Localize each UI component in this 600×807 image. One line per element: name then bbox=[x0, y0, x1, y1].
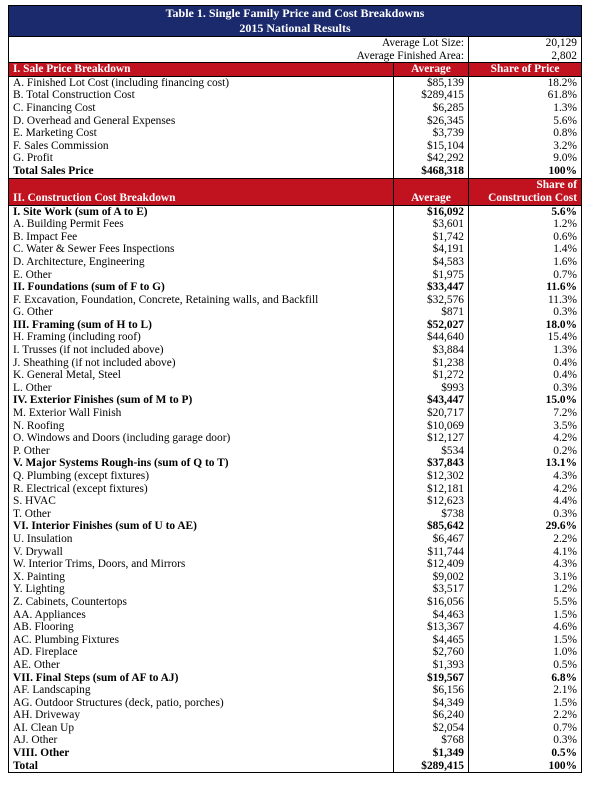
section-2-header-top bbox=[9, 178, 582, 192]
row-average: $6,285 bbox=[394, 102, 469, 115]
row-share: 0.3% bbox=[469, 306, 582, 319]
row-share: 5.6% bbox=[469, 205, 582, 218]
table-row bbox=[9, 445, 582, 458]
row-label: X. Painting bbox=[9, 571, 394, 584]
row-label: F. Excavation, Foundation, Concrete, Retaining walls, and Backfill bbox=[9, 294, 394, 307]
row-average: $16,092 bbox=[394, 205, 469, 218]
row-label: AB. Flooring bbox=[9, 621, 394, 634]
row-average: $871 bbox=[394, 306, 469, 319]
table-row bbox=[9, 734, 582, 747]
table-row bbox=[9, 420, 582, 433]
row-label: F. Sales Commission bbox=[9, 140, 394, 153]
table-row bbox=[9, 102, 582, 115]
row-share: 1.3% bbox=[469, 344, 582, 357]
row-label: Q. Plumbing (except fixtures) bbox=[9, 470, 394, 483]
row-average: $3,517 bbox=[394, 583, 469, 596]
table-row bbox=[9, 533, 582, 546]
subtotal-row bbox=[9, 457, 582, 470]
row-label: Total bbox=[9, 760, 394, 773]
row-share: 0.5% bbox=[469, 747, 582, 760]
row-average: $33,447 bbox=[394, 281, 469, 294]
row-average: $10,069 bbox=[394, 420, 469, 433]
row-share: 18.0% bbox=[469, 319, 582, 332]
row-average: $6,156 bbox=[394, 684, 469, 697]
row-average: $32,576 bbox=[394, 294, 469, 307]
row-share: 4.2% bbox=[469, 483, 582, 496]
table-title bbox=[9, 6, 582, 37]
row-share: 5.6% bbox=[469, 115, 582, 128]
section-1-share-header: Share of Price bbox=[469, 63, 582, 77]
row-share: 4.6% bbox=[469, 621, 582, 634]
row-share: 4.3% bbox=[469, 558, 582, 571]
table-row bbox=[9, 558, 582, 571]
row-share: 9.0% bbox=[469, 152, 582, 165]
table-row bbox=[9, 127, 582, 140]
row-share: 0.3% bbox=[469, 382, 582, 395]
table-row bbox=[9, 709, 582, 722]
row-label: VI. Interior Finishes (sum of U to AE) bbox=[9, 520, 394, 533]
row-share: 100% bbox=[469, 165, 582, 178]
section-2-total-row bbox=[9, 760, 582, 773]
row-share: 0.4% bbox=[469, 369, 582, 382]
document bbox=[8, 5, 581, 773]
row-share: 1.2% bbox=[469, 218, 582, 231]
row-share: 11.6% bbox=[469, 281, 582, 294]
row-label: V. Major Systems Rough-ins (sum of Q to T) bbox=[9, 457, 394, 470]
section-2-title: II. Construction Cost Breakdown bbox=[9, 192, 394, 206]
section-1-avg-header: Average bbox=[394, 63, 469, 77]
row-average: $12,409 bbox=[394, 558, 469, 571]
row-label: E. Marketing Cost bbox=[9, 127, 394, 140]
row-share: 0.4% bbox=[469, 357, 582, 370]
row-average: $43,447 bbox=[394, 394, 469, 407]
row-average: $37,843 bbox=[394, 457, 469, 470]
row-share: 1.3% bbox=[469, 102, 582, 115]
row-share: 2.2% bbox=[469, 709, 582, 722]
row-share: 0.7% bbox=[469, 269, 582, 282]
row-share: 18.2% bbox=[469, 76, 582, 89]
row-share: 0.5% bbox=[469, 659, 582, 672]
row-average: $20,717 bbox=[394, 407, 469, 420]
row-label: VIII. Other bbox=[9, 747, 394, 760]
row-average: $11,744 bbox=[394, 546, 469, 559]
table-row bbox=[9, 152, 582, 165]
row-label: A. Finished Lot Cost (including financing cost) bbox=[9, 76, 394, 89]
table-row bbox=[9, 294, 582, 307]
row-label: I. Trusses (if not included above) bbox=[9, 344, 394, 357]
row-average: $4,583 bbox=[394, 256, 469, 269]
table-row bbox=[9, 382, 582, 395]
table-title-row bbox=[9, 6, 582, 37]
row-label: D. Architecture, Engineering bbox=[9, 256, 394, 269]
subtotal-row bbox=[9, 394, 582, 407]
row-average: $4,191 bbox=[394, 243, 469, 256]
row-average: $289,415 bbox=[394, 89, 469, 102]
row-average: $85,139 bbox=[394, 76, 469, 89]
subtotal-row bbox=[9, 672, 582, 685]
table-row bbox=[9, 432, 582, 445]
row-label: AJ. Other bbox=[9, 734, 394, 747]
row-label: B. Total Construction Cost bbox=[9, 89, 394, 102]
row-label: C. Financing Cost bbox=[9, 102, 394, 115]
row-share: 1.5% bbox=[469, 609, 582, 622]
row-average: $534 bbox=[394, 445, 469, 458]
row-share: 0.3% bbox=[469, 508, 582, 521]
row-share: 4.2% bbox=[469, 432, 582, 445]
table-row bbox=[9, 243, 582, 256]
row-average: $12,127 bbox=[394, 432, 469, 445]
table-row bbox=[9, 344, 582, 357]
table-row bbox=[9, 407, 582, 420]
row-label: VII. Final Steps (sum of AF to AJ) bbox=[9, 672, 394, 685]
row-label: AG. Outdoor Structures (deck, patio, porches) bbox=[9, 697, 394, 710]
row-share: 0.3% bbox=[469, 734, 582, 747]
table-row bbox=[9, 495, 582, 508]
row-label: V. Drywall bbox=[9, 546, 394, 559]
row-average: $13,367 bbox=[394, 621, 469, 634]
row-average: $1,393 bbox=[394, 659, 469, 672]
table-row bbox=[9, 659, 582, 672]
row-share: 0.7% bbox=[469, 722, 582, 735]
row-share: 0.8% bbox=[469, 127, 582, 140]
row-label: G. Other bbox=[9, 306, 394, 319]
table-row bbox=[9, 722, 582, 735]
row-average: $1,742 bbox=[394, 231, 469, 244]
row-average: $1,272 bbox=[394, 369, 469, 382]
table-row bbox=[9, 697, 582, 710]
row-average: $768 bbox=[394, 734, 469, 747]
row-label: AE. Other bbox=[9, 659, 394, 672]
subtotal-row bbox=[9, 319, 582, 332]
table-row bbox=[9, 596, 582, 609]
row-label: W. Interior Trims, Doors, and Mirrors bbox=[9, 558, 394, 571]
row-share: 7.2% bbox=[469, 407, 582, 420]
row-label: U. Insulation bbox=[9, 533, 394, 546]
table-row bbox=[9, 634, 582, 647]
row-share: 100% bbox=[469, 760, 582, 773]
row-label: A. Building Permit Fees bbox=[9, 218, 394, 231]
table-row bbox=[9, 684, 582, 697]
row-average: $12,302 bbox=[394, 470, 469, 483]
row-average: $42,292 bbox=[394, 152, 469, 165]
row-label: II. Foundations (sum of F to G) bbox=[9, 281, 394, 294]
row-average: $1,975 bbox=[394, 269, 469, 282]
table-row bbox=[9, 470, 582, 483]
row-average: $4,463 bbox=[394, 609, 469, 622]
row-average: $2,054 bbox=[394, 722, 469, 735]
row-average: $6,467 bbox=[394, 533, 469, 546]
table-row bbox=[9, 621, 582, 634]
section-2-header bbox=[9, 192, 582, 206]
row-average: $3,739 bbox=[394, 127, 469, 140]
cost-breakdown-table bbox=[8, 5, 582, 773]
row-label: B. Impact Fee bbox=[9, 231, 394, 244]
row-average: $4,349 bbox=[394, 697, 469, 710]
section-2-header-spacer bbox=[394, 178, 469, 192]
row-label: Y. Lighting bbox=[9, 583, 394, 596]
section-2-share-header-line-1: Share of bbox=[469, 178, 582, 192]
row-average: $2,760 bbox=[394, 646, 469, 659]
row-average: $1,349 bbox=[394, 747, 469, 760]
row-average: $3,884 bbox=[394, 344, 469, 357]
table-row bbox=[9, 571, 582, 584]
row-share: 29.6% bbox=[469, 520, 582, 533]
row-label: AF. Landscaping bbox=[9, 684, 394, 697]
row-label: AA. Appliances bbox=[9, 609, 394, 622]
row-share: 6.8% bbox=[469, 672, 582, 685]
meta-label: Average Finished Area: bbox=[9, 50, 469, 63]
row-share: 1.5% bbox=[469, 634, 582, 647]
row-label: P. Other bbox=[9, 445, 394, 458]
meta-row-lot-size bbox=[9, 37, 582, 50]
row-label: AC. Plumbing Fixtures bbox=[9, 634, 394, 647]
table-row bbox=[9, 306, 582, 319]
row-average: $15,104 bbox=[394, 140, 469, 153]
row-average: $738 bbox=[394, 508, 469, 521]
section-1-header bbox=[9, 63, 582, 77]
row-average: $3,601 bbox=[394, 218, 469, 231]
row-share: 1.4% bbox=[469, 243, 582, 256]
table-title-line-2: 2015 National Results bbox=[239, 21, 351, 35]
row-average: $12,181 bbox=[394, 483, 469, 496]
row-label: H. Framing (including roof) bbox=[9, 331, 394, 344]
section-2-header-spacer bbox=[9, 178, 394, 192]
row-average: $12,623 bbox=[394, 495, 469, 508]
table-row bbox=[9, 369, 582, 382]
row-share: 11.3% bbox=[469, 294, 582, 307]
row-average: $16,056 bbox=[394, 596, 469, 609]
row-share: 2.1% bbox=[469, 684, 582, 697]
table-row bbox=[9, 546, 582, 559]
table-row bbox=[9, 646, 582, 659]
row-average: $468,318 bbox=[394, 165, 469, 178]
table-row bbox=[9, 256, 582, 269]
row-average: $6,240 bbox=[394, 709, 469, 722]
row-label: Total Sales Price bbox=[9, 165, 394, 178]
row-share: 15.4% bbox=[469, 331, 582, 344]
row-label: IV. Exterior Finishes (sum of M to P) bbox=[9, 394, 394, 407]
row-average: $1,238 bbox=[394, 357, 469, 370]
row-share: 1.0% bbox=[469, 646, 582, 659]
row-label: E. Other bbox=[9, 269, 394, 282]
row-share: 61.8% bbox=[469, 89, 582, 102]
row-share: 1.5% bbox=[469, 697, 582, 710]
row-label: C. Water & Sewer Fees Inspections bbox=[9, 243, 394, 256]
row-label: Z. Cabinets, Countertops bbox=[9, 596, 394, 609]
row-average: $4,465 bbox=[394, 634, 469, 647]
subtotal-row bbox=[9, 281, 582, 294]
table-row bbox=[9, 357, 582, 370]
table-row bbox=[9, 115, 582, 128]
table-row bbox=[9, 89, 582, 102]
table-row bbox=[9, 218, 582, 231]
subtotal-row bbox=[9, 205, 582, 218]
table-row bbox=[9, 140, 582, 153]
row-label: S. HVAC bbox=[9, 495, 394, 508]
row-label: III. Framing (sum of H to L) bbox=[9, 319, 394, 332]
row-label: M. Exterior Wall Finish bbox=[9, 407, 394, 420]
row-share: 0.2% bbox=[469, 445, 582, 458]
row-share: 3.2% bbox=[469, 140, 582, 153]
section-2-share-header-line-2: Construction Cost bbox=[469, 192, 582, 206]
row-share: 1.6% bbox=[469, 256, 582, 269]
table-row bbox=[9, 508, 582, 521]
table-row bbox=[9, 231, 582, 244]
row-label: N. Roofing bbox=[9, 420, 394, 433]
meta-label: Average Lot Size: bbox=[9, 37, 469, 50]
row-label: G. Profit bbox=[9, 152, 394, 165]
section-1-total-row bbox=[9, 165, 582, 178]
table-title-line-1: Table 1. Single Family Price and Cost Breakdowns bbox=[165, 6, 425, 20]
meta-row-finished-area bbox=[9, 50, 582, 63]
table-row bbox=[9, 609, 582, 622]
row-label: K. General Metal, Steel bbox=[9, 369, 394, 382]
row-label: D. Overhead and General Expenses bbox=[9, 115, 394, 128]
row-label: R. Electrical (except fixtures) bbox=[9, 483, 394, 496]
meta-value: 20,129 bbox=[469, 37, 582, 50]
section-1-title: I. Sale Price Breakdown bbox=[9, 63, 394, 77]
row-average: $19,567 bbox=[394, 672, 469, 685]
row-label: O. Windows and Doors (including garage door) bbox=[9, 432, 394, 445]
row-share: 1.2% bbox=[469, 583, 582, 596]
row-share: 0.6% bbox=[469, 231, 582, 244]
row-share: 4.3% bbox=[469, 470, 582, 483]
row-average: $85,642 bbox=[394, 520, 469, 533]
row-label: AI. Clean Up bbox=[9, 722, 394, 735]
row-share: 15.0% bbox=[469, 394, 582, 407]
row-share: 4.4% bbox=[469, 495, 582, 508]
row-share: 3.5% bbox=[469, 420, 582, 433]
table-row bbox=[9, 331, 582, 344]
meta-value: 2,802 bbox=[469, 50, 582, 63]
table-row bbox=[9, 76, 582, 89]
table-row bbox=[9, 583, 582, 596]
row-label: L. Other bbox=[9, 382, 394, 395]
row-average: $289,415 bbox=[394, 760, 469, 773]
table-row bbox=[9, 269, 582, 282]
row-share: 5.5% bbox=[469, 596, 582, 609]
section-2-avg-header: Average bbox=[394, 192, 469, 206]
row-share: 13.1% bbox=[469, 457, 582, 470]
row-label: I. Site Work (sum of A to E) bbox=[9, 205, 394, 218]
subtotal-row bbox=[9, 520, 582, 533]
row-average: $9,002 bbox=[394, 571, 469, 584]
row-average: $52,027 bbox=[394, 319, 469, 332]
subtotal-row bbox=[9, 747, 582, 760]
row-share: 2.2% bbox=[469, 533, 582, 546]
row-average: $993 bbox=[394, 382, 469, 395]
row-label: AH. Driveway bbox=[9, 709, 394, 722]
row-average: $44,640 bbox=[394, 331, 469, 344]
row-share: 4.1% bbox=[469, 546, 582, 559]
row-average: $26,345 bbox=[394, 115, 469, 128]
row-label: J. Sheathing (if not included above) bbox=[9, 357, 394, 370]
row-label: AD. Fireplace bbox=[9, 646, 394, 659]
table-row bbox=[9, 483, 582, 496]
row-share: 3.1% bbox=[469, 571, 582, 584]
row-label: T. Other bbox=[9, 508, 394, 521]
